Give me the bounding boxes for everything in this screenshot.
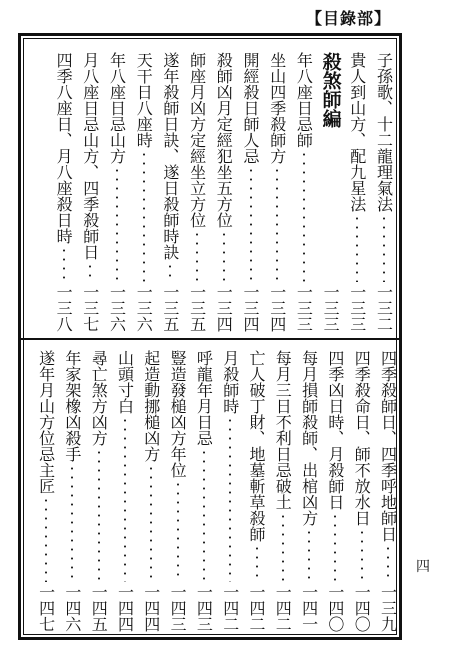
entry-page: 一三二: [374, 284, 394, 332]
toc-entry[interactable]: [377, 350, 399, 632]
toc-entry[interactable]: [140, 350, 162, 632]
entry-page: 一三六: [107, 284, 127, 332]
panel-divider: [21, 338, 399, 340]
toc-entry[interactable]: [293, 52, 315, 332]
dot-leader: [223, 230, 225, 282]
toc-entry[interactable]: [272, 350, 294, 632]
entry-title: 四季殺命日、師不放水日: [352, 350, 372, 526]
entry-page: 一三三: [347, 284, 367, 332]
entry-page: 一四四: [141, 584, 161, 632]
dot-leader: [71, 464, 73, 582]
entry-title: 每月三日不利日忌破土: [273, 350, 293, 510]
toc-entry[interactable]: [106, 52, 128, 332]
entry-title: 豎造發槌凶方年位: [168, 350, 188, 478]
entry-page: 一三四: [214, 284, 234, 332]
entry-title: 開經殺日師人忌: [241, 52, 260, 164]
toc-entry[interactable]: [219, 350, 241, 632]
entry-page: 一三五: [160, 284, 180, 332]
toc-entry[interactable]: [193, 350, 215, 632]
dot-leader: [308, 528, 310, 582]
page-number: 四: [416, 559, 430, 575]
entry-title: 坐山四季殺師方: [267, 52, 287, 164]
dot-leader: [169, 262, 171, 282]
entry-title: 亡人破丁財、地墓斬草殺師: [247, 350, 266, 542]
toc-entry[interactable]: [298, 350, 320, 632]
entry-title: 四季八座日、月八座殺日時: [54, 52, 74, 244]
dot-leader: [229, 416, 231, 582]
dot-leader: [89, 262, 91, 282]
dot-leader: [45, 496, 47, 582]
entry-title: 月殺師時: [220, 350, 240, 414]
dot-leader: [303, 150, 305, 282]
entry-title: 月八座日忌山方、四季殺師日: [80, 52, 100, 260]
entry-title: 遂年月山方位忌主匠: [36, 350, 56, 494]
entry-page: 一四二: [220, 584, 240, 632]
entry-page: 一四七: [36, 584, 56, 632]
toc-entry[interactable]: [167, 350, 189, 632]
entry-title: 殺煞師編: [319, 52, 342, 128]
toc-entry[interactable]: [61, 350, 83, 632]
dot-leader: [196, 230, 198, 282]
dot-leader: [361, 528, 363, 582]
entry-title: 子孫歌、十二龍理氣法: [374, 52, 394, 212]
toc-entry[interactable]: [133, 52, 155, 332]
toc-entry[interactable]: [186, 52, 208, 332]
entry-page: 一四二: [247, 584, 266, 632]
entry-page: 一三五: [187, 284, 207, 332]
toc-entry[interactable]: [53, 52, 75, 332]
toc-entry[interactable]: [213, 52, 235, 332]
entry-page: 一三四: [241, 284, 260, 332]
dot-leader: [116, 166, 118, 282]
dot-leader: [330, 130, 332, 282]
toc-entry[interactable]: [114, 350, 136, 632]
dot-leader: [143, 150, 145, 282]
entry-page: 一四二: [273, 584, 293, 632]
dot-leader: [98, 448, 100, 582]
dot-leader: [256, 544, 258, 582]
toc-entry[interactable]: [324, 350, 346, 632]
entry-page: 一三七: [80, 284, 100, 332]
entry-title: 每月損師殺師、出棺凶方: [299, 350, 319, 526]
entry-page: 一三九: [378, 584, 398, 632]
entry-page: 一四三: [168, 584, 188, 632]
dot-leader: [383, 214, 385, 282]
entry-page: 一四六: [62, 584, 82, 632]
toc-entry[interactable]: [266, 52, 288, 332]
toc-entry[interactable]: [35, 350, 57, 632]
entry-page: 一四〇: [325, 584, 345, 632]
entry-title: 四季殺師日、四季呼地師日: [378, 350, 398, 542]
entry-page: 一四〇: [352, 584, 372, 632]
entry-title: 尋亡煞方凶方: [89, 350, 109, 446]
dot-leader: [203, 448, 205, 582]
toc-entry[interactable]: [88, 350, 110, 632]
dot-leader: [356, 214, 358, 282]
entry-title: 殺師凶月定經犯坐五方位: [214, 52, 234, 228]
dot-leader: [250, 166, 252, 282]
section-heading[interactable]: [320, 52, 342, 332]
dot-leader: [387, 544, 389, 582]
toc-entry[interactable]: [346, 52, 368, 332]
dot-leader: [334, 512, 336, 582]
entry-page: 一三三: [294, 284, 314, 332]
dot-leader: [124, 416, 126, 582]
entry-page: 一四四: [115, 584, 135, 632]
entry-title: 年八座日忌山方: [107, 52, 127, 164]
entry-title: 呼龍年月日忌: [194, 350, 214, 446]
entry-title: 山頭寸白: [115, 350, 135, 414]
entry-page: 一四三: [194, 584, 214, 632]
toc-entry[interactable]: [159, 52, 181, 332]
toc-entry[interactable]: [79, 52, 101, 332]
entry-title: 年家架橡凶殺手: [62, 350, 82, 462]
toc-entry[interactable]: [246, 350, 268, 632]
dot-leader: [276, 166, 278, 282]
entry-title: 遂年殺師日訣、遂日殺師時訣: [160, 52, 180, 260]
toc-entry[interactable]: [351, 350, 373, 632]
dot-leader: [150, 464, 152, 582]
entry-page: 一四五: [89, 584, 109, 632]
dot-leader: [282, 512, 284, 582]
entry-page: 一四一: [299, 584, 319, 632]
entry-title: 起造動挪槌凶方: [141, 350, 161, 462]
entry-page: 一三三: [321, 284, 341, 332]
entry-title: 師座月凶方定經坐立方位: [187, 52, 207, 228]
toc-entry[interactable]: [240, 52, 262, 332]
dot-leader: [177, 480, 179, 582]
entry-title: 天干日八座時: [134, 52, 154, 148]
entry-page: 一三四: [267, 284, 287, 332]
entry-title: 貴人到山方、配九星法: [347, 52, 367, 212]
dot-leader: [63, 246, 65, 282]
toc-entry[interactable]: [373, 52, 395, 332]
entry-title: 年八座日忌師: [294, 52, 314, 148]
entry-page: 一三八: [54, 284, 74, 332]
section-header: 【目錄部】: [306, 9, 392, 28]
entry-title: 四季凶日時、月殺師日: [325, 350, 345, 510]
entry-page: 一三六: [134, 284, 154, 332]
